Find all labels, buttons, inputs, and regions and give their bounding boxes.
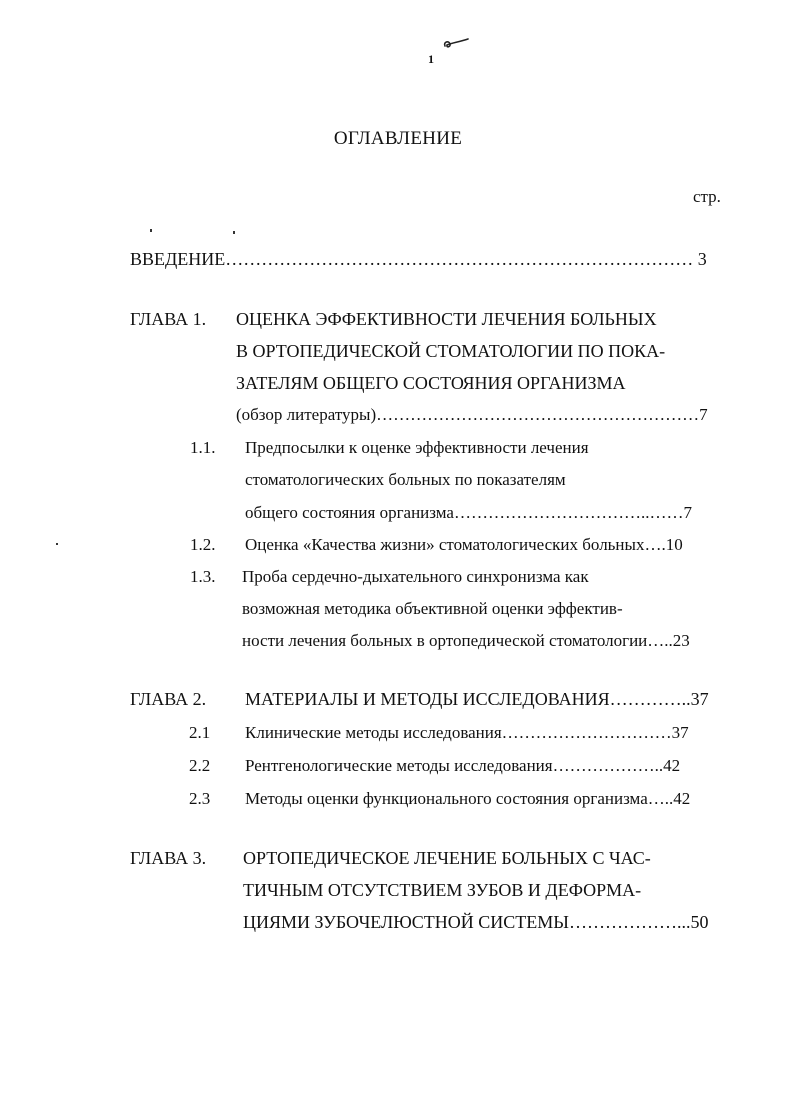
section-2-3-number: 2.3 <box>189 789 211 808</box>
section-2-2-number: 2.2 <box>189 756 211 775</box>
chapter-1-title-line-3: ЗАТЕЛЯМ ОБЩЕГО СОСТОЯНИЯ ОРГАНИЗМА <box>236 373 626 393</box>
chapter-2-title-line-1: МАТЕРИАЛЫ И МЕТОДЫ ИССЛЕДОВАНИЯ…………..37 <box>245 689 709 709</box>
page-column-label: стр. <box>693 187 721 206</box>
section-2-3-line-1: Методы оценки функционального состояния организма…..42 <box>245 789 691 808</box>
chapter-3-title-line-2: ТИЧНЫМ ОТСУТСТВИЕМ ЗУБОВ И ДЕФОРМА- <box>243 880 642 900</box>
section-1-3-line-1: Проба сердечно-дыхательного синхронизма как <box>242 567 589 586</box>
handwritten-mark <box>441 34 471 54</box>
section-1-3-number: 1.3. <box>190 567 216 586</box>
section-1-1-line-3: общего состояния организма……………………………..……7 <box>245 503 692 522</box>
chapter-1-title-line-1: ОЦЕНКА ЭФФЕКТИВНОСТИ ЛЕЧЕНИЯ БОЛЬНЫХ <box>236 309 657 329</box>
section-1-2-number: 1.2. <box>190 535 216 554</box>
chapter-1-title-line-4: (обзор литературы)…………………………………………………7 <box>236 405 708 424</box>
scan-speck <box>233 231 235 234</box>
chapter-1-title-line-2: В ОРТОПЕДИЧЕСКОЙ СТОМАТОЛОГИИ ПО ПОКА- <box>236 341 666 361</box>
section-1-3-line-2: возможная методика объективной оценки эффектив- <box>242 599 623 618</box>
chapter-2-label: ГЛАВА 2. <box>130 689 207 709</box>
chapter-3-title-line-3: ЦИЯМИ ЗУБОЧЕЛЮСТНОЙ СИСТЕМЫ………………...50 <box>243 912 709 932</box>
section-1-1-number: 1.1. <box>190 438 216 457</box>
scan-speck <box>56 543 58 545</box>
section-1-1-line-2: стоматологических больных по показателям <box>245 470 566 489</box>
section-2-2-line-1: Рентгенологические методы исследования………………..42 <box>245 756 681 775</box>
section-2-1-number: 2.1 <box>189 723 211 742</box>
section-1-2-line-1: Оценка «Качества жизни» стоматологических больных….10 <box>245 535 683 554</box>
toc-intro: ВВЕДЕНИЕ…………………………………………………………………… 3 <box>130 249 707 269</box>
page-number: 1 <box>428 52 434 66</box>
chapter-3-label: ГЛАВА 3. <box>130 848 207 868</box>
page-title: ОГЛАВЛЕНИЕ <box>333 128 463 149</box>
chapter-1-label: ГЛАВА 1. <box>130 309 207 329</box>
section-1-3-line-3: ности лечения больных в ортопедической стоматологии…..23 <box>242 631 690 650</box>
scan-speck <box>150 229 152 232</box>
chapter-3-title-line-1: ОРТОПЕДИЧЕСКОЕ ЛЕЧЕНИЕ БОЛЬНЫХ С ЧАС- <box>243 848 651 868</box>
section-2-1-line-1: Клинические методы исследования…………………………37 <box>245 723 689 742</box>
section-1-1-line-1: Предпосылки к оценке эффективности лечения <box>245 438 589 457</box>
